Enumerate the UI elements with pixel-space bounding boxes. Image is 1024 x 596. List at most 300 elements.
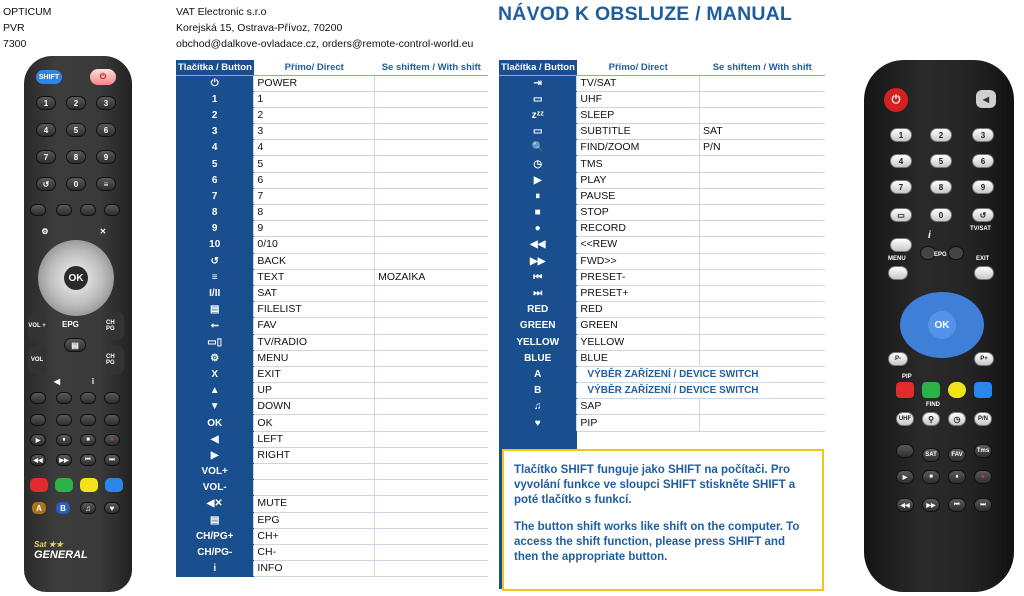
company-address: Korejská 15, Ostrava-Přívoz, 70200: [176, 22, 343, 34]
rew-icon: ◀◀: [896, 498, 914, 512]
vol-minus-key: VOL: [28, 346, 46, 374]
table-row: [499, 91, 825, 107]
tvradio-icon: [104, 204, 120, 216]
shift-cell: [375, 415, 488, 431]
table-row: [176, 302, 488, 318]
button-symbol: 5: [176, 156, 254, 172]
table-row: [176, 318, 488, 334]
direct-cell: OK: [254, 415, 375, 431]
fwd-icon: ▶▶: [922, 498, 940, 512]
direct-cell: INFO: [254, 561, 375, 577]
table-row: [176, 91, 488, 107]
mute-icon: ◀: [976, 90, 996, 108]
button-symbol: ◷: [499, 156, 577, 172]
button-symbol: ↺: [176, 253, 254, 269]
button-symbol: ■: [499, 205, 577, 221]
shift-cell: [700, 75, 825, 91]
key-5: 5: [930, 154, 952, 168]
direct-cell: UP: [254, 383, 375, 399]
direct-cell: MENU: [254, 350, 375, 366]
shift-note: [502, 449, 824, 591]
key-1: 1: [36, 96, 56, 110]
direct-cell: FWD>>: [577, 253, 700, 269]
direct-cell: 6: [254, 172, 375, 188]
info-key: i: [91, 376, 95, 386]
direct-cell: FIND/ZOOM: [577, 140, 700, 156]
shift-cell: [375, 302, 488, 318]
key-9: 9: [96, 150, 116, 164]
table-row: [499, 140, 825, 156]
company-name: VAT Electronic s.r.o: [176, 6, 267, 18]
header-shift: Se shiftem / With shift: [700, 60, 825, 75]
shift-cell: [700, 302, 825, 318]
key-1: 1: [890, 128, 912, 142]
pip-label: PIP: [902, 374, 912, 380]
table-row: [499, 237, 825, 253]
button-symbol: ⇥: [499, 75, 577, 91]
key-2: 2: [930, 128, 952, 142]
button-symbol: OK: [176, 415, 254, 431]
dpad-left: [38, 240, 114, 316]
table-row: [499, 75, 825, 91]
direct-cell: GREEN: [577, 318, 700, 334]
shift-cell: [375, 156, 488, 172]
shift-cell: [375, 221, 488, 237]
button-symbol: ●: [499, 221, 577, 237]
button-symbol: i: [176, 561, 254, 577]
shift-cell: [375, 399, 488, 415]
pause-icon: ⏸: [948, 470, 966, 484]
next-icon: ⏭: [974, 498, 992, 512]
button-symbol: ◀✕: [176, 496, 254, 512]
direct-cell: TV/RADIO: [254, 334, 375, 350]
exit-x-icon: ✕: [99, 226, 107, 236]
table-row: [176, 285, 488, 301]
shift-cell: [375, 140, 488, 156]
shift-cell: [375, 496, 488, 512]
button-symbol: 9: [176, 221, 254, 237]
table-row: [176, 496, 488, 512]
play-icon: ▶: [30, 434, 46, 446]
table-row: [176, 221, 488, 237]
key-7: 7: [890, 180, 912, 194]
direct-cell: PRESET-: [577, 269, 700, 285]
direct-cell: FAV: [254, 318, 375, 334]
table-row: [176, 431, 488, 447]
shift-cell: [375, 285, 488, 301]
direct-cell: EXIT: [254, 366, 375, 382]
fav-key: FAV: [948, 448, 966, 462]
shift-cell: [700, 188, 825, 204]
fwd-icon: ▶▶: [56, 454, 72, 466]
prev-icon: ⏮: [80, 454, 96, 466]
direct-cell: 4: [254, 140, 375, 156]
shift-cell: [375, 383, 488, 399]
button-symbol: ⚙: [176, 350, 254, 366]
blue-key: [105, 478, 123, 492]
shift-cell: [700, 205, 825, 221]
button-symbol: ⏻: [176, 75, 254, 91]
shift-cell: [375, 91, 488, 107]
uhf-icon: [56, 392, 72, 404]
button-symbol: CH/PG+: [176, 528, 254, 544]
info-key: i: [928, 230, 931, 241]
direct-cell: DOWN: [254, 399, 375, 415]
yellow-key: [948, 382, 966, 398]
button-symbol: X: [176, 366, 254, 382]
button-symbol: 8: [176, 205, 254, 221]
ok-key: OK: [928, 311, 956, 339]
key-3: 3: [96, 96, 116, 110]
table-row: [176, 205, 488, 221]
direct-cell: BACK: [254, 253, 375, 269]
sat-icon: [30, 204, 46, 216]
shift-cell: [700, 107, 825, 123]
header-direct: Přímo/ Direct: [577, 60, 700, 75]
button-symbol: ▶: [176, 447, 254, 463]
header-button: Tlačítka / Button: [499, 60, 577, 75]
key-7: 7: [36, 150, 56, 164]
next-icon: ⏭: [104, 454, 120, 466]
shift-cell: [375, 544, 488, 560]
menu-gear-icon: ⚙: [41, 226, 49, 236]
table-row: [499, 205, 825, 221]
shift-cell: [375, 188, 488, 204]
direct-cell: 2: [254, 107, 375, 123]
button-symbol: VOL+: [176, 464, 254, 480]
direct-cell: [254, 464, 375, 480]
direct-cell: 0/10: [254, 237, 375, 253]
direct-cell: SAP: [577, 399, 700, 415]
shift-cell: [375, 480, 488, 496]
red-key: [896, 382, 914, 398]
button-symbol: ▤: [176, 512, 254, 528]
key-4: 4: [36, 123, 56, 137]
button-symbol: ▭▯: [176, 334, 254, 350]
mute-icon: ◀: [53, 376, 61, 386]
shift-key: SHIFT: [36, 70, 62, 84]
direct-cell: 5: [254, 156, 375, 172]
pn-key: P/N: [974, 412, 992, 426]
table-row: [176, 156, 488, 172]
power-icon: ⏻: [884, 88, 908, 112]
ok-key: OK: [64, 266, 88, 290]
button-symbol: 6: [176, 172, 254, 188]
direct-cell: SUBTITLE: [577, 124, 700, 140]
device-switch-cell: VÝBĚR ZAŘÍZENÍ / DEVICE SWITCH: [577, 366, 825, 382]
table-row: [499, 221, 825, 237]
table-row: [499, 334, 825, 350]
button-symbol: ⏸: [499, 188, 577, 204]
button-symbol: 🔍: [499, 140, 577, 156]
remote-left-image: [24, 56, 132, 592]
remote-right-image: [864, 60, 1014, 592]
table-row: [499, 285, 825, 301]
button-symbol: ▶▶: [499, 253, 577, 269]
table-row: [499, 383, 825, 399]
direct-cell: <<REW: [577, 237, 700, 253]
shift-cell: [375, 366, 488, 382]
table-row: [499, 188, 825, 204]
shift-cell: [375, 318, 488, 334]
stop-icon: ■: [922, 470, 940, 484]
shift-cell: [700, 269, 825, 285]
shift-cell: [700, 221, 825, 237]
menu-label: MENU: [888, 256, 906, 262]
shift-cell: [700, 253, 825, 269]
b-key-icon: B: [56, 502, 70, 514]
key-3: 3: [972, 128, 994, 142]
button-symbol: ♥: [499, 415, 577, 431]
device-switch-cell: VÝBĚR ZAŘÍZENÍ / DEVICE SWITCH: [577, 383, 825, 399]
table-row: [499, 269, 825, 285]
direct-cell: 1: [254, 91, 375, 107]
key-2: 2: [66, 96, 86, 110]
page-title: NÁVOD K OBSLUZE / MANUAL: [498, 3, 793, 25]
direct-cell: POWER: [254, 75, 375, 91]
tvradio-icon: ▭: [890, 208, 912, 222]
sat-key: SAT: [922, 448, 940, 462]
direct-cell: MUTE: [254, 496, 375, 512]
button-symbol: B: [499, 383, 577, 399]
button-symbol: 4: [176, 140, 254, 156]
shift-cell: [375, 431, 488, 447]
shift-cell: [375, 205, 488, 221]
clock-icon: [104, 414, 120, 426]
button-symbol: ▲: [176, 383, 254, 399]
table-row: [176, 464, 488, 480]
direct-cell: PRESET+: [577, 285, 700, 301]
epg-label: EPG: [62, 320, 79, 329]
table-row: [176, 366, 488, 382]
key-6: 6: [972, 154, 994, 168]
key-5: 5: [66, 123, 86, 137]
table-row: [176, 188, 488, 204]
find-label: FIND: [926, 402, 940, 408]
direct-cell: SLEEP: [577, 107, 700, 123]
button-symbol: ▤: [176, 302, 254, 318]
direct-cell: PAUSE: [577, 188, 700, 204]
shift-cell: [375, 464, 488, 480]
table-row: [176, 447, 488, 463]
direct-cell: CH-: [254, 544, 375, 560]
p-plus-key: P+: [974, 352, 994, 366]
red-key: [30, 478, 48, 492]
shift-cell: [375, 75, 488, 91]
table-row: [499, 415, 825, 431]
table-row: [499, 172, 825, 188]
a-key-icon: A: [32, 502, 46, 514]
stop-icon: ■: [80, 434, 96, 446]
find-icon: [30, 414, 46, 426]
clock-icon: ◷: [948, 412, 966, 426]
direct-cell: CH+: [254, 528, 375, 544]
direct-cell: 7: [254, 188, 375, 204]
direct-cell: YELLOW: [577, 334, 700, 350]
header-direct: Přímo/ Direct: [254, 60, 375, 75]
key-4: 4: [890, 154, 912, 168]
table-row: [176, 124, 488, 140]
button-symbol: ◀◀: [499, 237, 577, 253]
sleep-icon: [80, 392, 96, 404]
table-row: [176, 528, 488, 544]
shift-cell: [375, 172, 488, 188]
subtitle-icon: [104, 392, 120, 404]
key-0: 0: [930, 208, 952, 222]
button-symbol: YELLOW: [499, 334, 577, 350]
model-info: [3, 4, 51, 52]
button-symbol: ♫: [499, 399, 577, 415]
button-symbol: CH/PG-: [176, 544, 254, 560]
epg-label: EPG: [934, 252, 947, 258]
button-symbol: ▭: [499, 124, 577, 140]
exit-label: EXIT: [976, 256, 990, 262]
shift-cell: [375, 447, 488, 463]
fav-icon: [80, 204, 96, 216]
button-symbol: VOL-: [176, 480, 254, 496]
p-minus-key: P-: [888, 352, 908, 366]
exit-key: [974, 266, 994, 280]
direct-cell: BLUE: [577, 350, 700, 366]
note-czech: Tlačítko SHIFT funguje jako SHIFT na počítači. Pro vyvolání funkce ve sloupci SHIFT stiskněte SHIFT a poté tlačítko s funkcí.: [514, 464, 796, 506]
play-icon: ▶: [896, 470, 914, 484]
prev-icon: ⏮: [948, 498, 966, 512]
direct-cell: LEFT: [254, 431, 375, 447]
shift-cell: P/N: [700, 140, 825, 156]
direct-cell: UHF: [577, 91, 700, 107]
key-6: 6: [96, 123, 116, 137]
direct-cell: SAT: [254, 285, 375, 301]
shift-cell: [375, 512, 488, 528]
button-symbol: ▼: [176, 399, 254, 415]
tvsat-label: TV/SAT: [970, 226, 991, 232]
model-line: PVR: [3, 22, 25, 34]
key-9: 9: [972, 180, 994, 194]
table-row: [499, 156, 825, 172]
button-symbol: GREEN: [499, 318, 577, 334]
table-row: [176, 415, 488, 431]
table-row: [176, 172, 488, 188]
direct-cell: TMS: [577, 156, 700, 172]
button-symbol: ⏮: [499, 269, 577, 285]
table-row: [176, 140, 488, 156]
brand-top: Sat ★★: [34, 540, 64, 549]
tms-key: Tms: [974, 444, 992, 458]
button-symbol: BLUE: [499, 350, 577, 366]
key-8: 8: [930, 180, 952, 194]
direct-cell: TEXT: [254, 269, 375, 285]
shift-cell: [700, 334, 825, 350]
shift-cell: SAT: [700, 124, 825, 140]
fav-icon: [896, 444, 914, 458]
button-symbol: zᶻᶻ: [499, 107, 577, 123]
vol-plus-key: VOL +: [28, 312, 46, 340]
direct-cell: 9: [254, 221, 375, 237]
table-row: [176, 75, 488, 91]
menu-key: [888, 266, 908, 280]
button-table-left: [176, 60, 488, 577]
power-icon: ⏻: [90, 69, 116, 85]
direct-cell: FILELIST: [254, 302, 375, 318]
shift-cell: [700, 156, 825, 172]
direct-cell: 3: [254, 124, 375, 140]
button-symbol: ▭: [499, 91, 577, 107]
text-icon: ≡: [96, 177, 116, 191]
shift-cell: [700, 399, 825, 415]
table-row: [499, 318, 825, 334]
table-row: [176, 269, 488, 285]
table-row: [499, 302, 825, 318]
table-row: [176, 561, 488, 577]
direct-cell: TV/SAT: [577, 75, 700, 91]
table-row: [499, 350, 825, 366]
button-symbol: I/II: [176, 285, 254, 301]
shift-cell: [700, 350, 825, 366]
button-symbol: ⭠: [176, 318, 254, 334]
button-symbol: 10: [176, 237, 254, 253]
shift-cell: [375, 350, 488, 366]
direct-cell: PLAY: [577, 172, 700, 188]
header-shift: Se shiftem / With shift: [375, 60, 488, 75]
button-symbol: 2: [176, 107, 254, 123]
shift-cell: [375, 107, 488, 123]
blue-key: [974, 382, 992, 398]
button-symbol: ▶: [499, 172, 577, 188]
filelist-icon: [56, 204, 72, 216]
key-8: 8: [66, 150, 86, 164]
company-info: [176, 4, 473, 52]
brand-name: OPTICUM: [3, 6, 52, 18]
shift-cell: [700, 91, 825, 107]
direct-cell: 8: [254, 205, 375, 221]
rew-icon: ◀◀: [30, 454, 46, 466]
shift-cell: [700, 172, 825, 188]
table-row: [176, 544, 488, 560]
table-row: [499, 107, 825, 123]
shift-cell: [375, 253, 488, 269]
dpad-right: [900, 292, 984, 358]
ch-plus-key: CH PG: [106, 312, 124, 340]
button-symbol: 1: [176, 91, 254, 107]
key-0: 0: [66, 177, 86, 191]
direct-cell: STOP: [577, 205, 700, 221]
table-row: [176, 383, 488, 399]
find-icon: ⚲: [922, 412, 940, 426]
uhf-key: UHF: [896, 412, 914, 426]
green-key: [922, 382, 940, 398]
shift-cell: [700, 415, 825, 431]
table-row: [499, 366, 825, 382]
back-icon: ↺: [36, 177, 56, 191]
company-email: obchod@dalkove-ovladace.cz, orders@remote-control-world.eu: [176, 38, 474, 50]
shift-cell: [375, 561, 488, 577]
table-row: [499, 399, 825, 415]
direct-cell: PIP: [577, 415, 700, 431]
green-key: [55, 478, 73, 492]
shift-cell: [375, 124, 488, 140]
shift-cell: [375, 237, 488, 253]
button-symbol: 7: [176, 188, 254, 204]
direct-cell: RED: [577, 302, 700, 318]
table-row: [176, 237, 488, 253]
table-row: [176, 107, 488, 123]
button-symbol: ≡: [176, 269, 254, 285]
pause-icon: ⏸: [56, 434, 72, 446]
model-number: 7300: [3, 38, 27, 50]
table-row: [499, 253, 825, 269]
brand-text: GENERAL: [34, 549, 88, 561]
pip-heart-icon: ♥: [104, 502, 120, 514]
